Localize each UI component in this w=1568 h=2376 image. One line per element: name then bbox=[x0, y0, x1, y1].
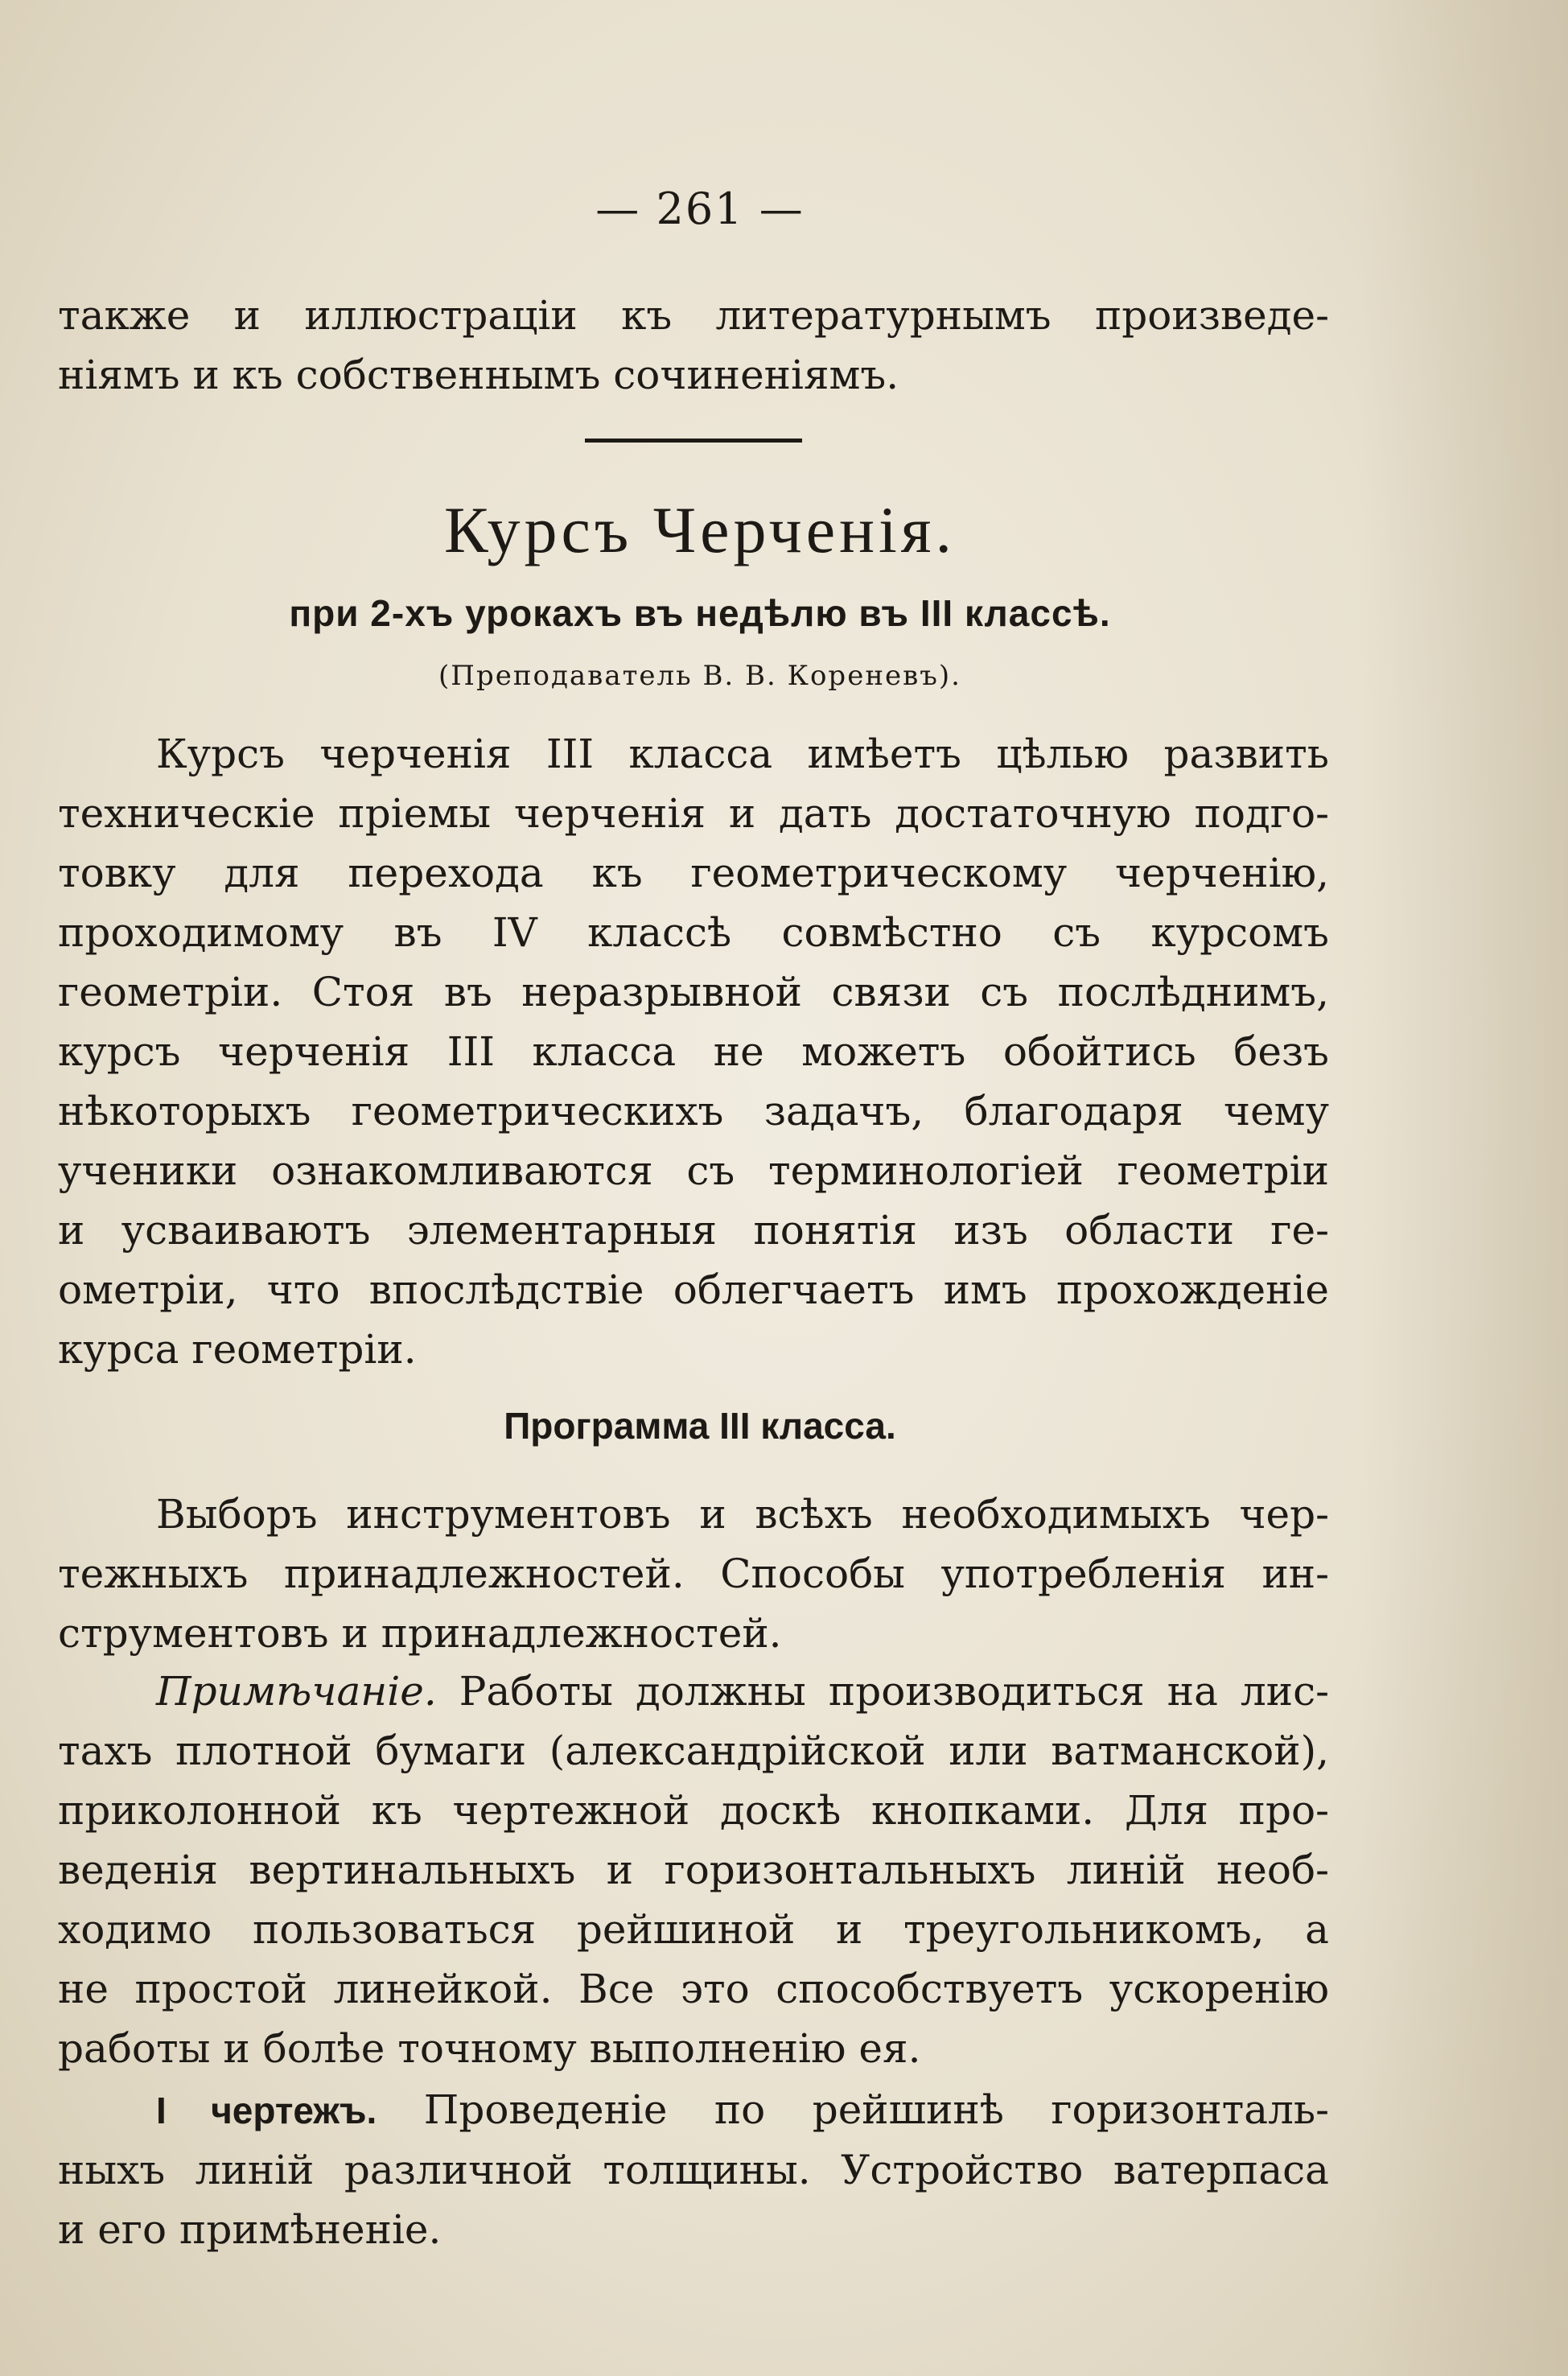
text-line: нѣкоторыхъ геометрическихъ задачъ, благодаря чему bbox=[58, 1088, 1329, 1134]
drawing-first-line-text: Проведеніе по рейшинѣ горизонталь- bbox=[377, 2086, 1329, 2133]
text-line: и усваиваютъ элементарныя понятія изъ области ге- bbox=[58, 1207, 1329, 1254]
text-line: проходимому въ IV классѣ совмѣстно съ курсомъ bbox=[58, 909, 1329, 956]
text-line: приколонной къ чертежной доскѣ кнопками. Для про- bbox=[58, 1787, 1329, 1834]
text-line: тахъ плотной бумаги (александрійской или ватманской), bbox=[58, 1727, 1329, 1774]
text-line: работы и болѣе точному выполненію ея. bbox=[58, 2025, 921, 2072]
page-edge-shadow bbox=[1359, 0, 1568, 2376]
continuation-paragraph bbox=[58, 286, 1329, 405]
text-line: струментовъ и принадлежностей. bbox=[58, 1610, 782, 1657]
section-divider bbox=[585, 439, 802, 443]
text-line: веденія вертинальныхъ и горизонтальныхъ линій необ- bbox=[58, 1847, 1329, 1893]
drawing-paragraph bbox=[58, 2080, 1329, 2259]
text-line: Выборъ инструментовъ и всѣхъ необходимыхъ чер- bbox=[156, 1491, 1329, 1538]
text-line: геометріи. Стоя въ неразрывной связи съ послѣднимъ, bbox=[58, 969, 1329, 1015]
text-line: ніямъ и къ собственнымъ сочиненіямъ. bbox=[58, 352, 899, 398]
drawing-label: I чертежъ. bbox=[156, 2090, 377, 2131]
text-line: тежныхъ принадлежностей. Способы употребленія ин- bbox=[58, 1550, 1329, 1597]
text-line: не простой линейкой. Все это способствуетъ ускоренію bbox=[58, 1966, 1329, 2012]
text-line bbox=[58, 2080, 1329, 2140]
text-line: курса геометріи. bbox=[58, 1326, 417, 1373]
note-label: Примѣчаніе. bbox=[156, 1668, 437, 1715]
text-line: курсъ черченія III класса не можетъ обойтись безъ bbox=[58, 1028, 1329, 1075]
tools-paragraph bbox=[58, 1484, 1329, 1663]
text-line: ометріи, что впослѣдствіе облегчаетъ имъ прохожденіе bbox=[58, 1266, 1329, 1313]
note-paragraph bbox=[58, 1662, 1329, 2078]
page-number: — 261 — bbox=[595, 183, 805, 234]
text-line: и его примѣненіе. bbox=[58, 2206, 442, 2253]
text-line: ходимо пользоваться рейшиной и треугольникомъ, а bbox=[58, 1906, 1329, 1953]
program-heading: Программа III класса. bbox=[504, 1405, 896, 1447]
intro-paragraph bbox=[58, 724, 1329, 1379]
text-line: ученики ознакомливаются съ терминологіей геометріи bbox=[58, 1147, 1329, 1194]
text-line: техническіе пріемы черченія и дать достаточную подго- bbox=[58, 790, 1329, 837]
text-line: Курсъ черченія III класса имѣетъ цѣлью развить bbox=[156, 731, 1329, 777]
text-line: ныхъ линій различной толщины. Устройство ватерпаса bbox=[58, 2147, 1329, 2193]
text-line: товку для перехода къ геометрическому черченію, bbox=[58, 850, 1329, 896]
note-first-line-text: Работы должны производиться на лис- bbox=[436, 1668, 1329, 1715]
text-line bbox=[58, 1662, 1329, 1721]
course-title: Курсъ Черченія. bbox=[444, 493, 956, 566]
teacher-credit: (Преподаватель В. В. Кореневъ). bbox=[438, 660, 961, 692]
text-line: также и иллюстраціи къ литературнымъ произведе- bbox=[58, 292, 1329, 339]
course-subtitle: при 2-хъ урокахъ въ недѣлю въ III классѣ. bbox=[289, 592, 1111, 634]
